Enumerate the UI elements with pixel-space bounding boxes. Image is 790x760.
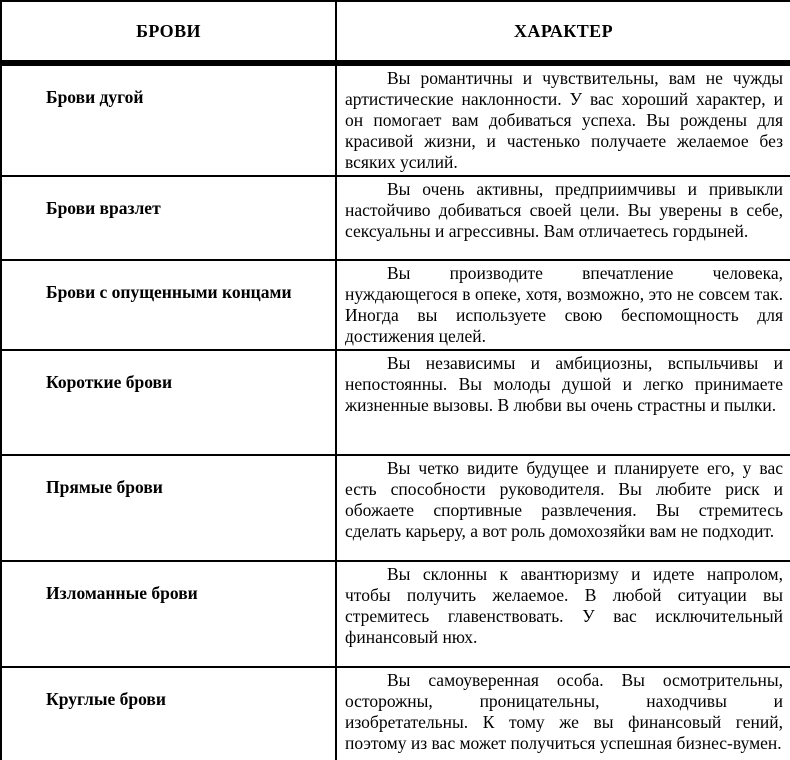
- header-row: [1, 1, 790, 63]
- table-row: [1, 63, 790, 176]
- character-description-cell: Вы самоуверенная особа. Вы осмотрительны, осторожны, проницательны, находчивы и изобретательны. К тому же вы финансовый гений, поэтому из вас может получиться успешная бизнес-вумен.: [336, 667, 790, 760]
- character-description-cell: Вы романтичны и чувствительны, вам не чужды артистические наклонности. У вас хороший характер, и он помогает вам добиваться успеха. Вы рождены для красивой жизни, и частенько получаете желаемое без всяких усилий.: [336, 63, 790, 176]
- eyebrow-type-cell: Прямые брови: [1, 455, 336, 561]
- character-description-cell: Вы производите впечатление человека, нуждающегося в опеке, хотя, возможно, это не совсем так. Иногда вы используете свою беспомощность для достижения целей.: [336, 260, 790, 350]
- eyebrow-type-cell: Изломанные брови: [1, 561, 336, 667]
- table-row: [1, 667, 790, 760]
- eyebrow-type-cell: Брови дугой: [1, 63, 336, 176]
- table-row: [1, 561, 790, 667]
- table-row: [1, 455, 790, 561]
- eyebrow-type-cell: Круглые брови: [1, 667, 336, 760]
- character-description-cell: Вы очень активны, предприимчивы и привыкли настойчиво добиваться своей цели. Вы уверены в себе, сексуальны и агрессивны. Вам отличаетесь гордыней.: [336, 176, 790, 260]
- character-description-cell: Вы независимы и амбициозны, вспыльчивы и непостоянны. Вы молоды душой и легко принимаете жизненные вызовы. В любви вы очень страстны и пылки.: [336, 350, 790, 455]
- eyebrow-type-cell: Короткие брови: [1, 350, 336, 455]
- column-header-brows: БРОВИ: [1, 1, 336, 63]
- table-row: [1, 260, 790, 350]
- eyebrow-type-cell: Брови с опущенными концами: [1, 260, 336, 350]
- eyebrow-type-cell: Брови вразлет: [1, 176, 336, 260]
- column-header-character: ХАРАКТЕР: [336, 1, 790, 63]
- table-row: [1, 350, 790, 455]
- character-description-cell: Вы четко видите будущее и планируете его, у вас есть способности руководителя. Вы любите риск и обожаете спортивные развлечения. Вы стремитесь сделать карьеру, а вот роль домохозяйки вам не подходит.: [336, 455, 790, 561]
- table-row: [1, 176, 790, 260]
- character-description-cell: Вы склонны к авантюризму и идете напролом, чтобы получить желаемое. В любой ситуации вы стремитесь главенствовать. У вас исключительный финансовый нюх.: [336, 561, 790, 667]
